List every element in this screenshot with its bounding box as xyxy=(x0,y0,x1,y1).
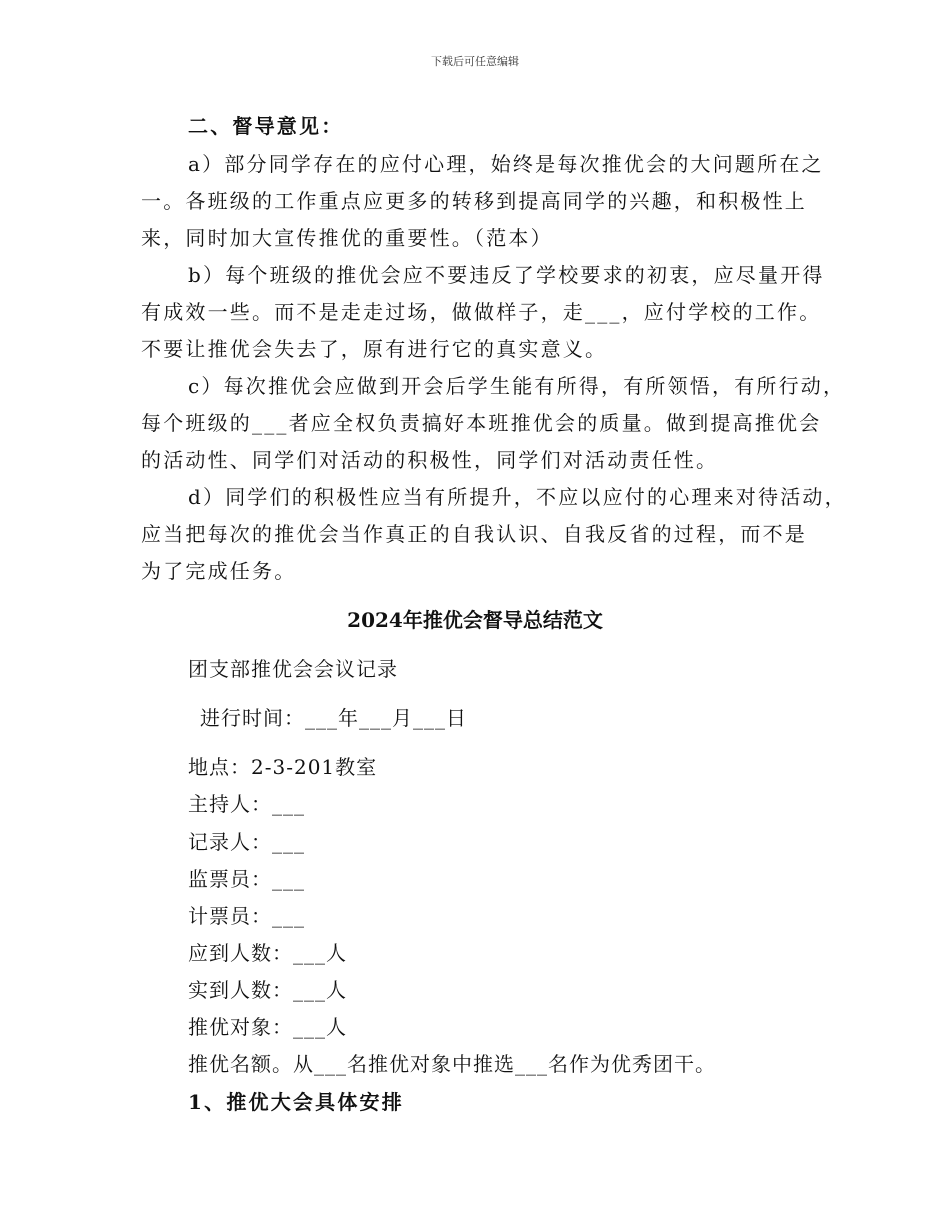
paragraph-a-line-2: 一。各班级的工作重点应更多的转移到提高同学的兴趣，和积极性上 xyxy=(141,189,807,213)
paragraph-c-line-3: 的活动性、同学们对活动的积极性，同学们对活动责任性。 xyxy=(141,448,719,472)
paragraph-a-line-3: 来，同时加大宣传推优的重要性。（范本） xyxy=(141,226,553,250)
actual-attendance-field: 实到人数：___人 xyxy=(188,978,347,1002)
paragraph-b-line-2: 有成效一些。而不是走走过场，做做样子，走___，应付学校的工作。 xyxy=(141,300,822,324)
document-title: 2024年推优会督导总结范文 xyxy=(347,608,603,632)
paragraph-b-line-3: 不要让推优会失去了，原有进行它的真实意义。 xyxy=(141,337,608,361)
host-field: 主持人：___ xyxy=(188,792,305,816)
paragraph-d-line-3: 为了完成任务。 xyxy=(141,559,297,583)
paragraph-d-line-1: d）同学们的积极性应当有所提升，不应以应付的心理来对待活动， xyxy=(188,485,847,509)
meeting-place-field: 地点：2-3-201教室 xyxy=(188,755,378,779)
paragraph-c-line-2: 每个班级的___者应全权负责搞好本班推优会的质量。做到提高推优会 xyxy=(141,411,822,435)
recorder-field: 记录人：___ xyxy=(188,830,305,854)
vote-supervisor-field: 监票员：___ xyxy=(188,867,305,891)
paragraph-c-line-1: c）每次推优会应做到开会后学生能有所得，有所领悟，有所行动， xyxy=(188,374,846,398)
vote-counter-field: 计票员：___ xyxy=(188,904,305,928)
page-header-note: 下载后可任意编辑 xyxy=(431,55,519,68)
meeting-record-subtitle: 团支部推优会会议记录 xyxy=(188,657,398,681)
section-title-supervision-opinions: 二、督导意见： xyxy=(188,114,344,138)
section-title-meeting-arrangement: 1、推优大会具体安排 xyxy=(188,1090,404,1114)
paragraph-b-line-1: b）每个班级的推优会应不要违反了学校要求的初衷，应尽量开得 xyxy=(188,263,825,287)
quota-statement: 推优名额。从___名推优对象中推选___名作为优秀团干。 xyxy=(188,1052,716,1076)
paragraph-a-line-1: a）部分同学存在的应付心理，始终是每次推优会的大问题所在之 xyxy=(188,152,824,176)
meeting-time-field: 进行时间：___年___月___日 xyxy=(200,706,467,730)
candidate-count-field: 推优对象：___人 xyxy=(188,1015,347,1039)
paragraph-d-line-2: 应当把每次的推优会当作真正的自我认识、自我反省的过程，而不是 xyxy=(141,522,807,546)
expected-attendance-field: 应到人数：___人 xyxy=(188,941,347,965)
